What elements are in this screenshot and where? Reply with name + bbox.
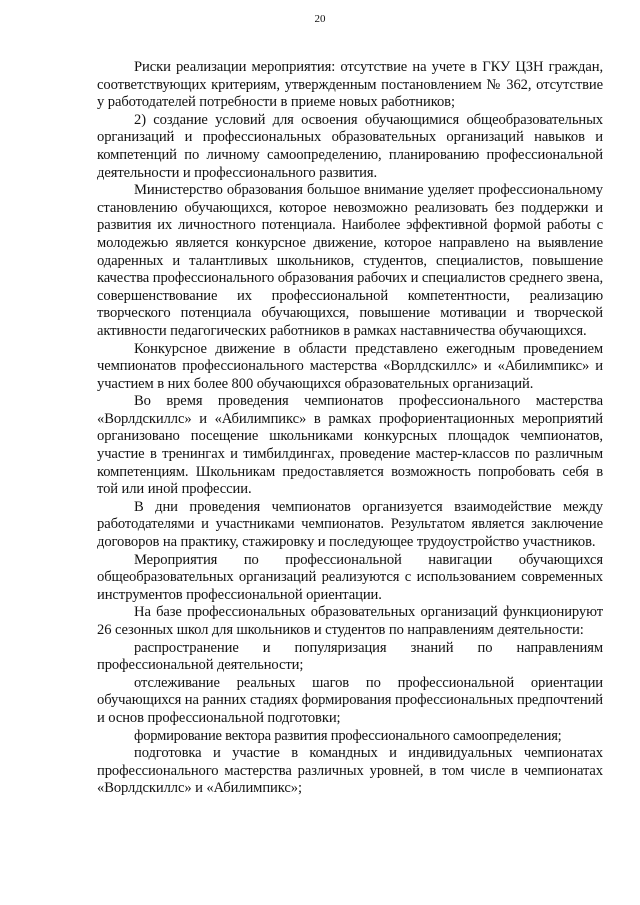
list-item-dissemination: распространение и популяризация знаний по направлениям профессиональной деятельности; — [97, 639, 603, 674]
paragraph-item-2-conditions: 2) создание условий для освоения обучающимися общеобразовательных организаций и профессиональных образовательных организаций навыков и компетенций по личному самоопределению, планированию профессиональной деятельности и профессионального развития. — [97, 111, 603, 181]
paragraph-competition-movement: Конкурсное движение в области представлено ежегодным проведением чемпионатов профессионального мастерства «Ворлдскиллс» и «Абилимпикс» и участием в них более 800 обучающихся образовательных организаций. — [97, 340, 603, 392]
paragraph-employer-interaction: В дни проведения чемпионатов организуется взаимодействие между работодателями и участниками чемпионатов. Результатом является заключение договоров на практику, стажировку и последующее трудоустройство участников. — [97, 498, 603, 551]
paragraph-championship-events: Во время проведения чемпионатов профессионального мастерства «Ворлдскиллс» и «Абилимпикс» в рамках профориентационных мероприятий организовано посещение школьниками конкурсных площадок чемпионатов, участие в тренингах и тимбилдингах, проведение мастер-классов по различным компетенциям. Школьникам предоставляется возможность попробовать себя в той или иной профессии. — [97, 393, 603, 498]
paragraph-ministry-attention: Министерство образования большое внимание уделяет профессиональному становлению обучающихся, которое невозможно реализовать без поддержки и развития их личностного потенциала. Наиболее эффективной формой работы с молодежью является конкурсное движение, которое направлено на выявление одаренных и талантливых школьников, студентов, специалистов, повышение качества профессионального образования рабочих и специалистов среднего звена, совершенствование их профессиональной компетентности, реализацию творческого потенциала обучающихся, повышение мотивации и творческой активности педагогических работников в рамках наставничества обучающихся. — [97, 182, 603, 339]
paragraph-navigation-measures: Мероприятия по профессиональной навигации обучающихся общеобразовательных организаций реализуются с использованием современных инструментов профессиональной ориентации. — [97, 551, 603, 603]
list-item-tracking: отслеживание реальных шагов по профессиональной ориентации обучающихся на ранних стадиях формирования профессиональных предпочтений и основ профессиональной подготовки; — [97, 674, 603, 726]
paragraph-seasonal-schools: На базе профессиональных образовательных организаций функционируют 26 сезонных школ для школьников и студентов по направлениям деятельности: — [97, 604, 603, 638]
page-number: 20 — [314, 13, 326, 25]
paragraph-risks: Риски реализации мероприятия: отсутствие на учете в ГКУ ЦЗН граждан, соответствующих критериям, утвержденным постановлением № 362, отсутствие у работодателей потребности в приеме новых работников; — [97, 59, 603, 111]
document-body — [97, 59, 603, 798]
list-item-preparation: подготовка и участие в командных и индивидуальных чемпионатах профессионального мастерства различных уровней, в том числе в чемпионатах «Ворлдскиллс» и «Абилимпикс»; — [97, 745, 603, 797]
list-item-vector: формирование вектора развития профессионального самоопределения; — [134, 727, 562, 744]
